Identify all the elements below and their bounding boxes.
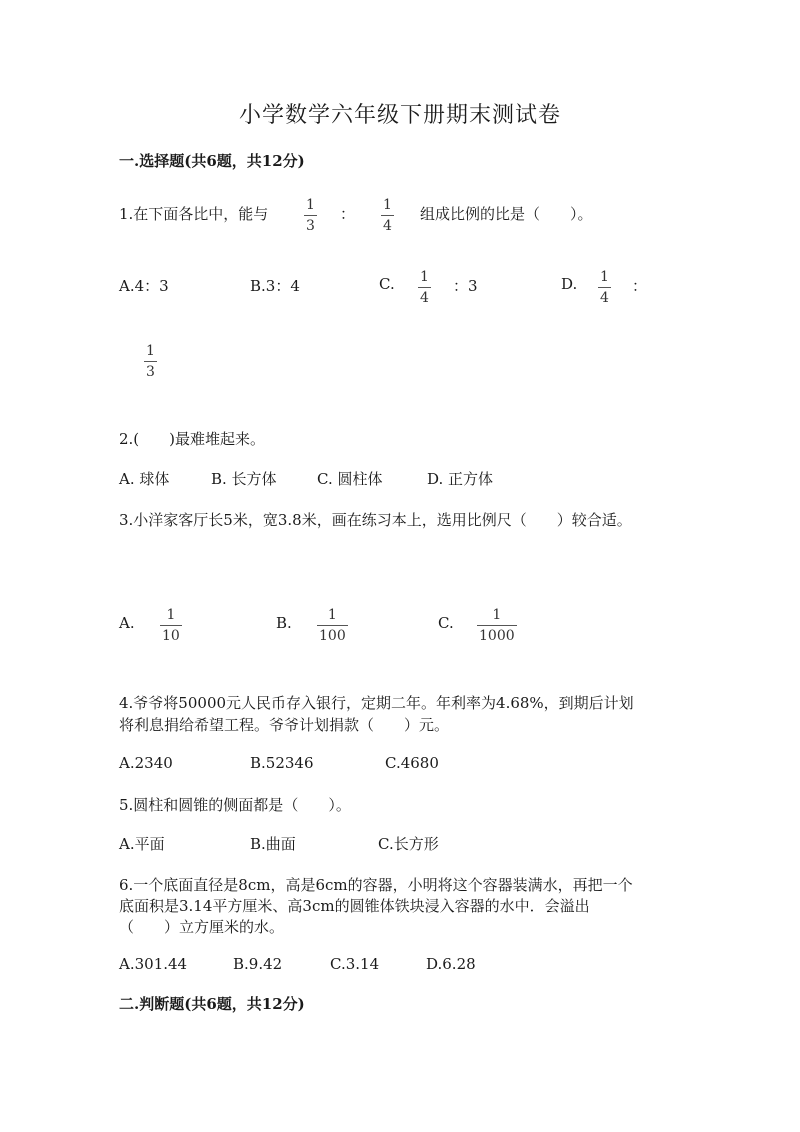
option-a: A.平面 (119, 835, 165, 853)
page-title: 小学数学六年级下册期末测试卷 (238, 103, 561, 128)
question-6-line-1: 6.一个底面直径是8cm，高是6cm的容器，小明将这个容器装满水，再把一个 (119, 876, 633, 894)
fraction-numerator: 1 (306, 197, 315, 213)
option-a-fraction (160, 608, 182, 643)
option-c-fraction (477, 608, 517, 643)
section-heading-judgement: 二.判断题(共6题，共12分) (119, 995, 305, 1013)
question-3-text: 3.小洋家客厅长5米，宽3.8米，画在练习本上，选用比例尺（ ）较合适。 (119, 511, 632, 529)
option-c: C. 圆柱体 (317, 470, 383, 488)
fraction-denominator: 3 (146, 364, 155, 380)
option-b: B.曲面 (250, 835, 296, 853)
option-d-fraction (598, 270, 611, 305)
option-a: A.301.44 (119, 955, 188, 973)
ratio-colon: ： (340, 205, 356, 223)
fraction-denominator: 4 (383, 218, 392, 234)
fraction-denominator: 100 (319, 628, 346, 644)
option-a: A. 球体 (119, 470, 170, 488)
option-c: C.长方形 (378, 835, 439, 853)
option-d-colon: ： (632, 277, 648, 295)
fraction-numerator: 1 (146, 343, 155, 359)
fraction-numerator: 1 (327, 607, 337, 623)
option-d-fraction-2 (144, 344, 157, 379)
option-a: A.4：3 (119, 277, 169, 295)
section-heading-choice: 一.选择题(共6题，共12分) (119, 152, 305, 170)
option-d-label: D. (561, 275, 578, 293)
fraction-denominator: 1000 (479, 628, 515, 644)
fraction-numerator: 1 (420, 269, 429, 285)
fraction-denominator: 10 (162, 628, 180, 644)
question-6-line-2: 底面积是3.14平方厘米、高3cm的圆锥体铁块浸入容器的水中．会溢出 (119, 897, 590, 915)
fraction-numerator: 1 (600, 269, 609, 285)
fraction-one-fourth (381, 198, 394, 233)
fraction-numerator: 1 (492, 607, 502, 623)
option-d: D. 正方体 (427, 470, 494, 488)
option-c-rest: ：3 (453, 277, 478, 295)
fraction-denominator: 4 (600, 290, 609, 306)
option-a: A.2340 (119, 754, 173, 772)
question-5-text: 5.圆柱和圆锥的侧面都是（ ）。 (119, 796, 351, 814)
question-4-line-1: 4.爷爷将50000元人民币存入银行，定期二年。年利率为4.68%，到期后计划 (119, 694, 634, 712)
option-c-label: C. (438, 614, 454, 632)
fraction-one-third (304, 198, 317, 233)
option-a-label: A. (119, 614, 135, 632)
question-6-line-3: （ ）立方厘米的水。 (119, 918, 285, 936)
question-4-line-2: 将利息捐给希望工程。爷爷计划捐款（ ）元。 (119, 716, 450, 734)
option-b: B.52346 (250, 754, 314, 772)
option-b: B. 长方体 (211, 470, 277, 488)
option-b: B.9.42 (233, 955, 283, 973)
option-c-fraction (418, 270, 431, 305)
question-1-text-b: 组成比例的比是（ ）。 (420, 205, 593, 223)
option-b-label: B. (276, 614, 292, 632)
fraction-denominator: 3 (306, 218, 315, 234)
option-c-label: C. (379, 275, 395, 293)
fraction-numerator: 1 (383, 197, 392, 213)
option-b: B.3：4 (250, 277, 300, 295)
fraction-numerator: 1 (166, 607, 176, 623)
option-c: C.3.14 (330, 955, 380, 973)
option-c: C.4680 (385, 754, 439, 772)
option-d: D.6.28 (426, 955, 476, 973)
question-1-text-a: 1.在下面各比中，能与 (119, 205, 269, 223)
option-b-fraction (317, 608, 348, 643)
fraction-denominator: 4 (420, 290, 429, 306)
question-2-text: 2.( )最难堆起来。 (119, 430, 266, 448)
